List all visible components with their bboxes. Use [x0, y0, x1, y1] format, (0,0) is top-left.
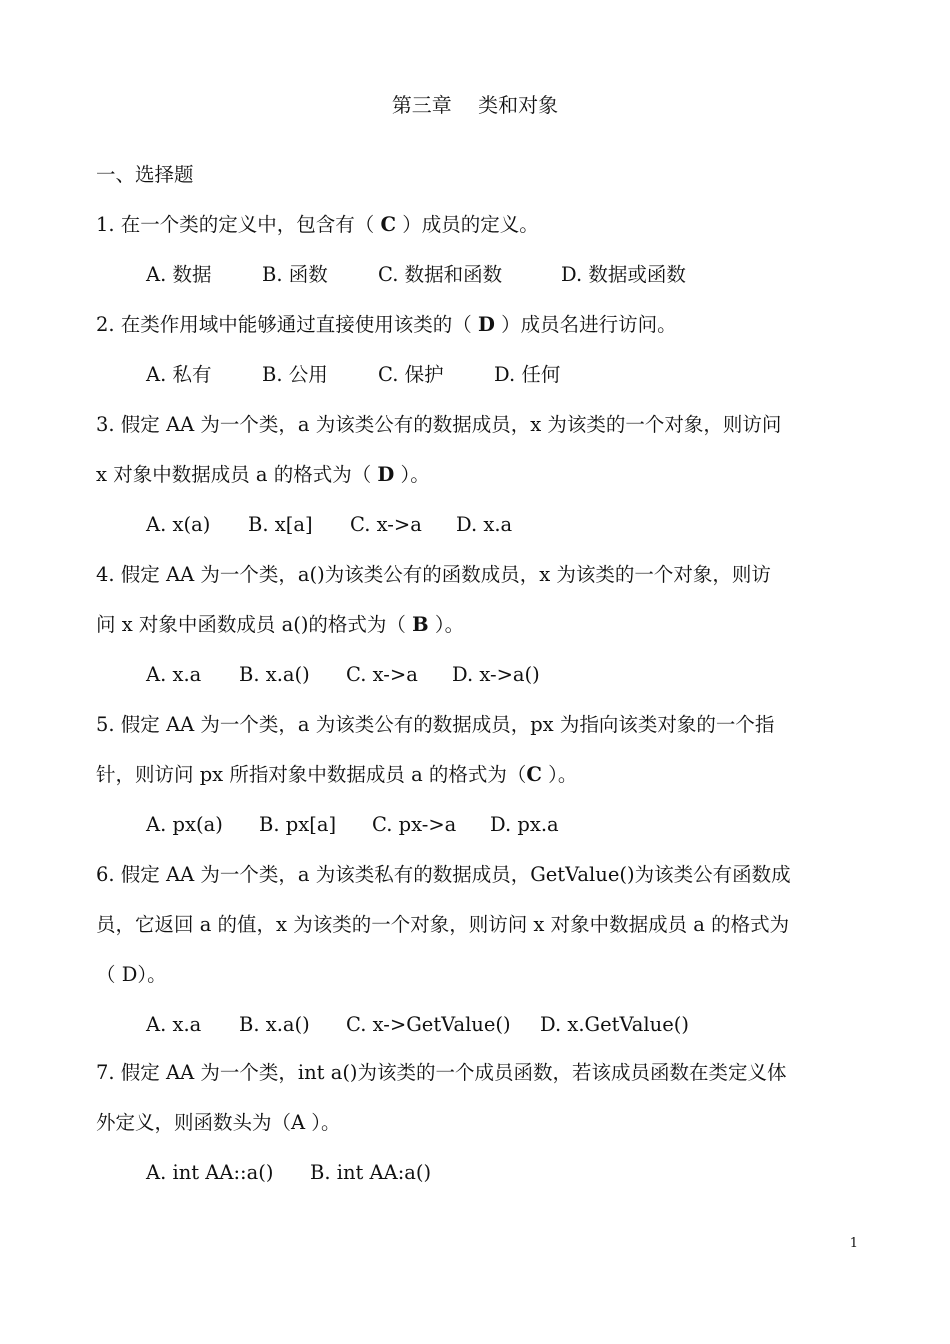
option: C. px->a	[372, 813, 457, 836]
option: B. x.a()	[239, 1013, 310, 1036]
option: A. 数据	[146, 263, 212, 286]
option: A. 私有	[146, 363, 212, 386]
question-text: 针，则访问 px 所指对象中数据成员 a 的格式为（	[96, 763, 527, 786]
question-text: 2. 在类作用域中能够通过直接使用该类的（	[96, 313, 479, 336]
page-title	[0, 92, 950, 118]
question-6-line-2: 员，它返回 a 的值，x 为该类的一个对象，则访问 x 对象中数据成员 a 的格式为	[96, 913, 790, 936]
question-1	[96, 212, 539, 238]
answer: D	[478, 313, 495, 336]
option: D. x.GetValue()	[540, 1013, 689, 1036]
option: C. x->GetValue()	[346, 1013, 511, 1036]
answer: C	[380, 213, 397, 236]
question-text: 问 x 对象中函数成员 a()的格式为（	[96, 613, 413, 636]
answer: C	[526, 763, 542, 786]
question-6-line-3: （ D）。	[96, 963, 167, 986]
option: B. 公用	[262, 363, 328, 386]
option: D. 数据或函数	[561, 263, 686, 286]
chapter-number: 第三章	[391, 93, 452, 117]
option: C. x->a	[350, 513, 422, 536]
option: B. px[a]	[259, 813, 337, 836]
question-7-line-2: 外定义，则函数头为（A ）。	[96, 1111, 341, 1134]
option: D. x.a	[456, 513, 513, 536]
option: D. px.a	[490, 813, 559, 836]
option: B. 函数	[262, 263, 328, 286]
answer: B	[412, 613, 429, 636]
option: A. x.a	[146, 1013, 202, 1036]
question-6-line-1: 6. 假定 AA 为一个类，a 为该类私有的数据成员，GetValue()为该类公有函数成	[96, 863, 791, 886]
question-text: ）。	[394, 463, 430, 486]
question-text: x 对象中数据成员 a 的格式为（	[96, 463, 378, 486]
option: A. int AA::a()	[146, 1161, 274, 1184]
question-text: ）成员的定义。	[396, 213, 539, 236]
option: B. x[a]	[248, 513, 313, 536]
option: C. 保护	[378, 363, 444, 386]
page-number: 1	[849, 1236, 858, 1251]
section-heading: 一、选择题	[96, 163, 194, 186]
option: A. px(a)	[146, 813, 223, 836]
question-4-line-1: 4. 假定 AA 为一个类，a()为该类公有的函数成员，x 为该类的一个对象，则访	[96, 563, 771, 586]
answer: D	[377, 463, 395, 486]
question-2	[96, 312, 677, 338]
question-text: ）。	[428, 613, 465, 636]
option: B. int AA:a()	[310, 1161, 432, 1184]
option: C. x->a	[346, 663, 418, 686]
question-5-line-1: 5. 假定 AA 为一个类，a 为该类公有的数据成员，px 为指向该类对象的一个指	[96, 713, 775, 736]
option: D. x->a()	[452, 663, 540, 686]
question-text: 1. 在一个类的定义中，包含有（	[96, 213, 381, 236]
question-3-line-1: 3. 假定 AA 为一个类，a 为该类公有的数据成员，x 为该类的一个对象，则访问	[96, 413, 782, 436]
option: D. 任何	[494, 363, 561, 386]
question-7-line-1: 7. 假定 AA 为一个类，int a()为该类的一个成员函数，若该成员函数在类定义体	[96, 1061, 787, 1084]
option: A. x(a)	[146, 513, 211, 536]
chapter-name: 类和对象	[478, 93, 559, 117]
question-4-line-2	[96, 612, 464, 638]
question-3-line-2	[96, 462, 430, 488]
question-text: ）成员名进行访问。	[494, 313, 677, 336]
question-text: ）。	[541, 763, 578, 786]
question-5-line-2	[96, 762, 577, 788]
option: C. 数据和函数	[378, 263, 503, 286]
option: B. x.a()	[239, 663, 310, 686]
option: A. x.a	[146, 663, 202, 686]
